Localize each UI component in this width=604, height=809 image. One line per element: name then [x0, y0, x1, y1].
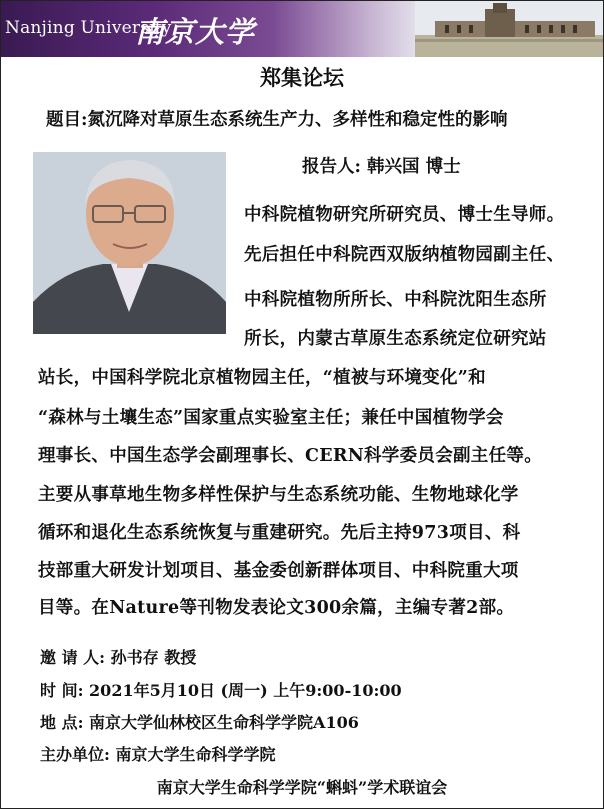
forum-title: 郑集论坛: [260, 65, 344, 90]
organizer-footer: 南京大学生命科学学院“蝌蚪”学术联谊会: [156, 778, 448, 797]
place-line: 地 点: 南京大学仙林校区生命科学学院A106: [40, 713, 359, 732]
bio-line: 主要从事草地生物多样性保护与生态系统功能、生物地球化学: [38, 485, 519, 505]
bio-line: 所长，内蒙古草原生态系统定位研究站: [244, 329, 547, 349]
bio-line: 循环和退化生态系统恢复与重建研究。先后主持973项目、科: [38, 523, 521, 543]
time-line: 时 间: 2021年5月10日 (周一) 上午9:00-10:00: [40, 681, 402, 700]
speaker-name: 报告人: 韩兴国 博士: [302, 157, 461, 177]
lecture-topic: 题目:氮沉降对草原生态系统生产力、多样性和稳定性的影响: [46, 110, 508, 130]
university-name-en: Nanjing University: [5, 18, 172, 38]
bio-line: 技部重大研发计划项目、基金委创新群体项目、中科院重大项: [38, 561, 519, 581]
bio-line: 目等。在Nature等刊物发表论文300余篇，主编专著2部。: [38, 598, 515, 618]
header-banner: [1, 1, 603, 57]
bio-line: 中科院植物所所长、中科院沈阳生态所: [244, 290, 547, 310]
speaker-photo: [33, 152, 226, 334]
bio-line: 中科院植物研究所研究员、博士生导师。: [244, 205, 565, 225]
campus-building-image: [415, 1, 603, 57]
bio-line: 理事长、中国生态学会副理事长、CERN科学委员会副主任等。: [38, 446, 543, 466]
host-line: 主办单位: 南京大学生命科学学院: [40, 745, 276, 764]
bio-line: 先后担任中科院西双版纳植物园副主任、: [244, 245, 565, 265]
university-name-cn: 南京大学: [135, 15, 256, 49]
inviter-line: 邀 请 人: 孙书存 教授: [40, 648, 197, 667]
speaker-portrait-image: [33, 152, 226, 334]
bio-line: 站长，中国科学院北京植物园主任，“植被与环境变化”和: [38, 368, 486, 388]
bio-line: “森林与土壤生态”国家重点实验室主任；兼任中国植物学会: [38, 408, 504, 428]
